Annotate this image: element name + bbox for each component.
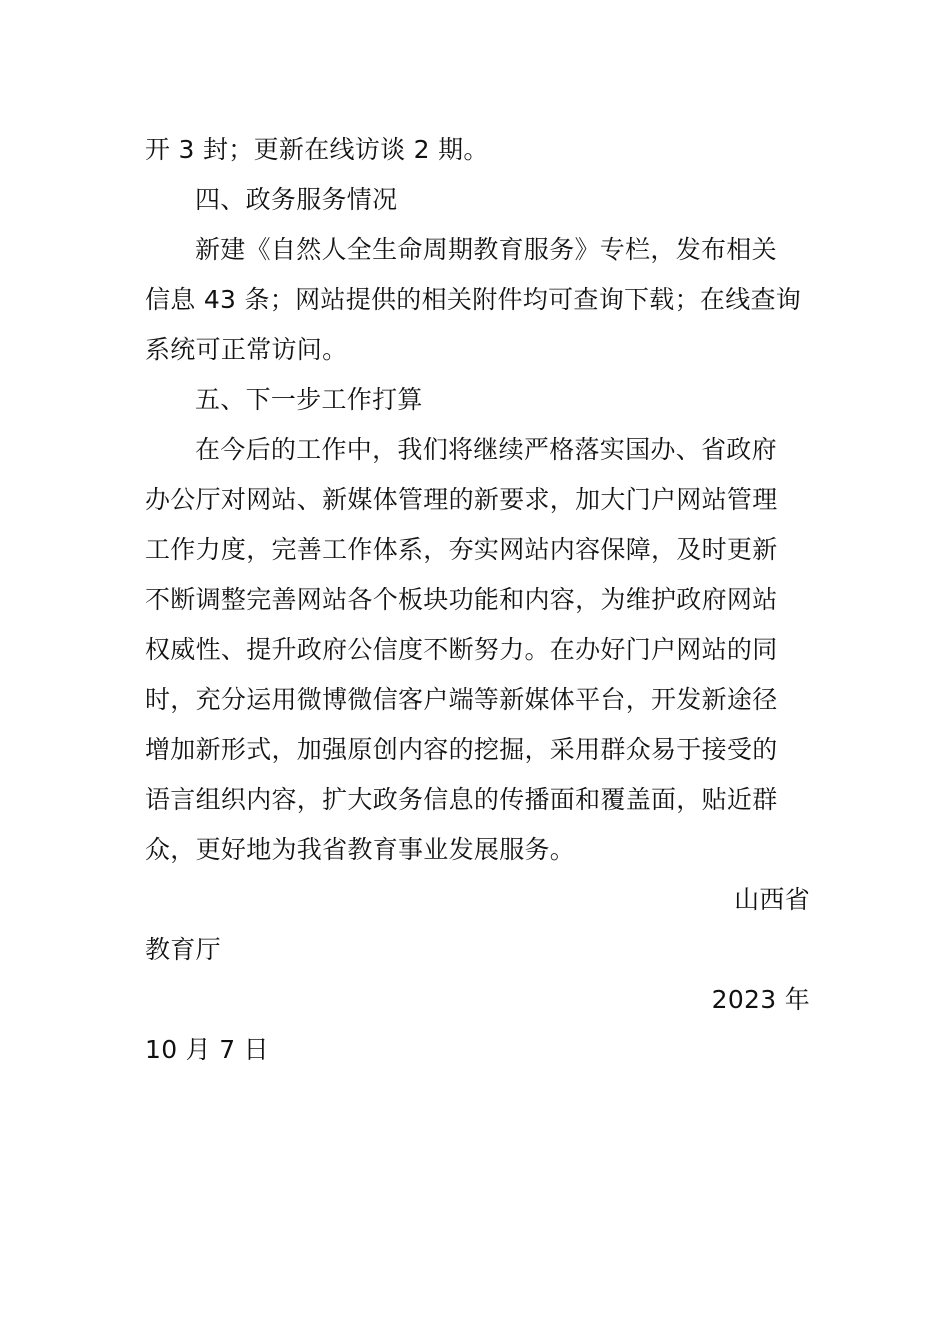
paragraph-line: 信息 43 条；网站提供的相关附件均可查询下载；在线查询 <box>145 285 802 314</box>
paragraph-line: 办公厅对网站、新媒体管理的新要求，加大门户网站管理 <box>145 485 778 514</box>
paragraph-continuation-line: 开 3 封；更新在线访谈 2 期。 <box>145 135 489 164</box>
section-heading-next-steps: 五、下一步工作打算 <box>195 385 423 414</box>
paragraph-line: 工作力度，完善工作体系，夯实网站内容保障，及时更新 <box>145 535 778 564</box>
paragraph-line: 在今后的工作中，我们将继续严格落实国办、省政府 <box>195 435 777 464</box>
paragraph-line: 众，更好地为我省教育事业发展服务。 <box>145 835 576 864</box>
signature-organization-line-1: 山西省 <box>734 885 810 914</box>
paragraph-line: 系统可正常访问。 <box>145 335 348 364</box>
paragraph-line: 增加新形式，加强原创内容的挖掘，采用群众易于接受的 <box>145 735 778 764</box>
paragraph-line: 新建《自然人全生命周期教育服务》专栏，发布相关 <box>195 235 777 264</box>
signature-organization-line-2: 教育厅 <box>145 935 221 964</box>
paragraph-line: 权威性、提升政府公信度不断努力。在办好门户网站的同 <box>145 635 778 664</box>
paragraph-line: 语言组织内容，扩大政务信息的传播面和覆盖面，贴近群 <box>145 785 778 814</box>
section-heading-government-services: 四、政务服务情况 <box>195 185 398 214</box>
signature-date-year: 2023 年 <box>711 985 810 1014</box>
signature-date-month-day: 10 月 7 日 <box>145 1035 269 1064</box>
paragraph-line: 时，充分运用微博微信客户端等新媒体平台，开发新途径 <box>145 685 778 714</box>
paragraph-line: 不断调整完善网站各个板块功能和内容，为维护政府网站 <box>145 585 778 614</box>
